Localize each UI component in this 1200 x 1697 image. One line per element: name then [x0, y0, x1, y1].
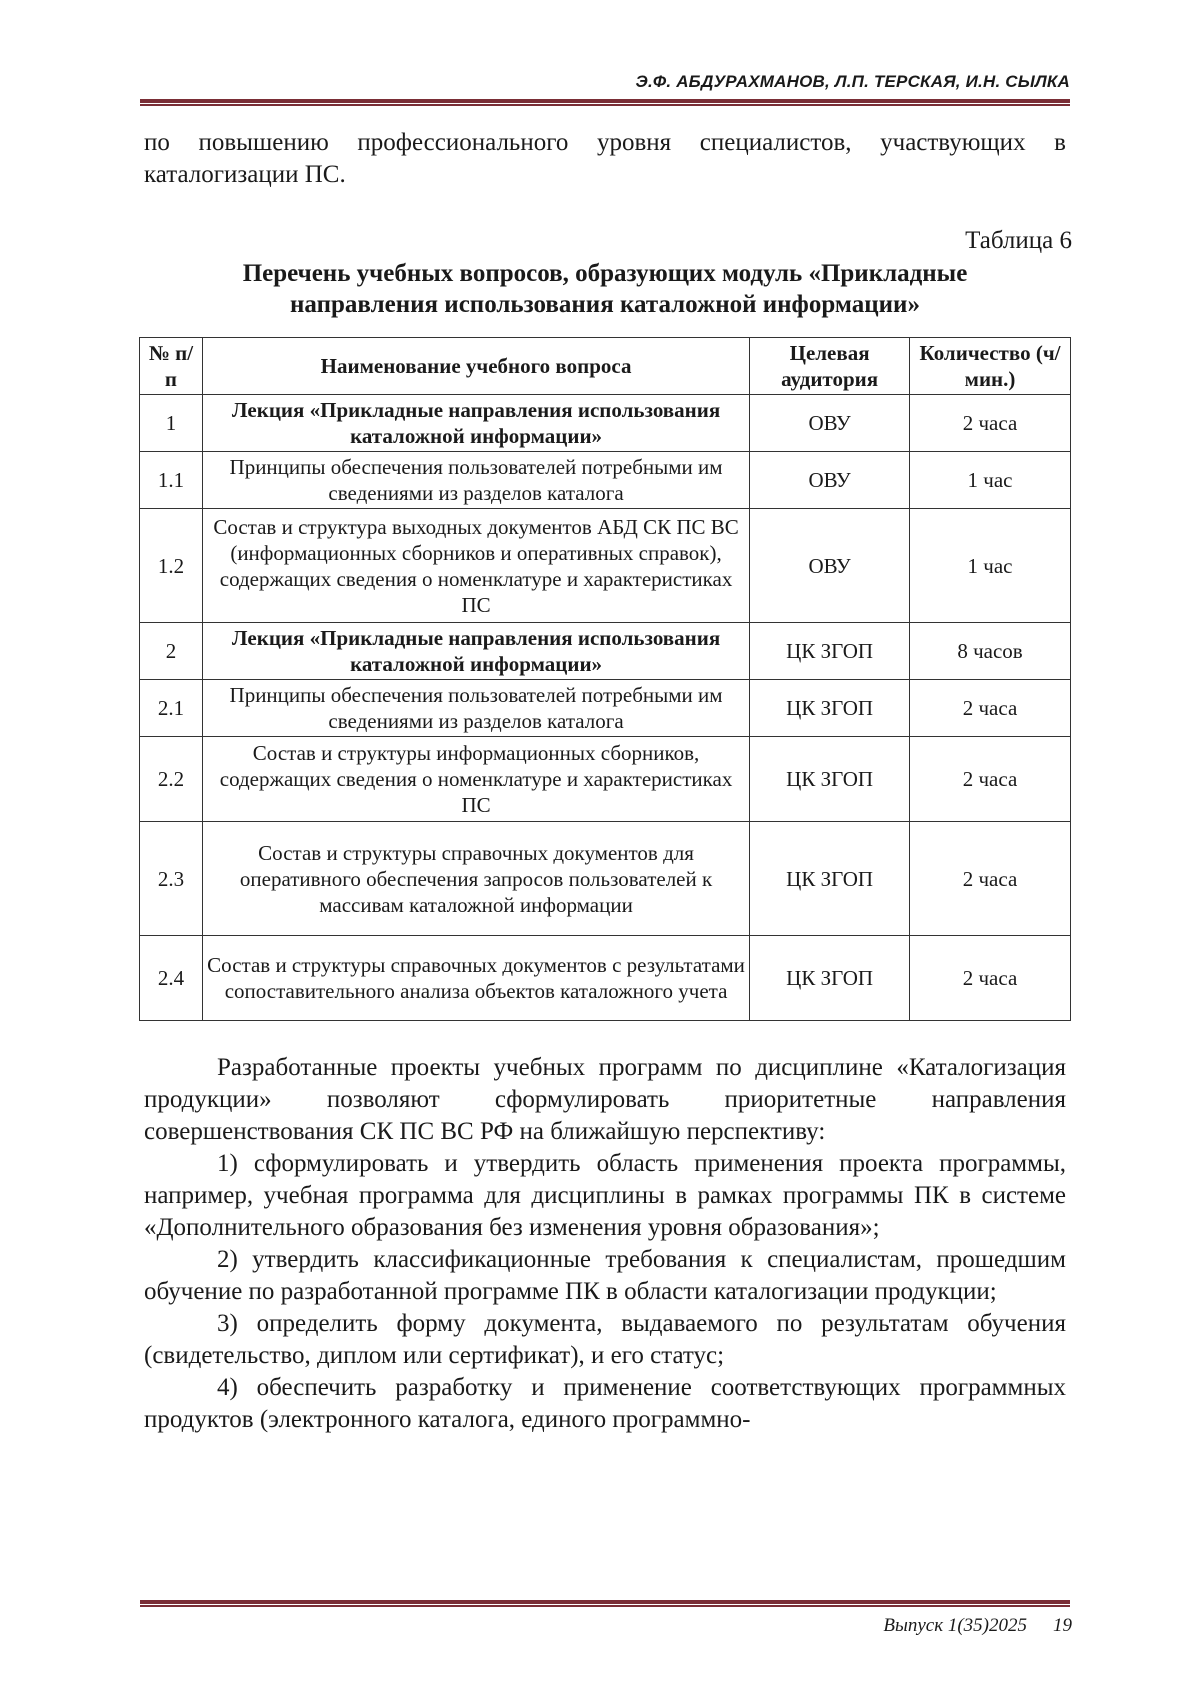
row-audience: ЦК ЗГОП — [750, 680, 910, 737]
list-item: 1) сформулировать и утвердить область применения проекта программы, например, учебная программа для дисциплины в рамках программы ПК в системе «Дополнительного образования без изменения уровня образования»; — [144, 1150, 1066, 1241]
header-amount: Количество (ч/мин.) — [910, 338, 1071, 395]
row-name: Лекция «Прикладные направления использования каталожной информации» — [202, 623, 749, 680]
row-name: Лекция «Прикладные направления использования каталожной информации» — [202, 395, 749, 452]
table-row — [140, 822, 1071, 936]
row-name: Состав и структура выходных документов АБД СК ПС ВС (информационных сборников и оперативных справок), содержащих сведения о номенклатуре и характеристиках ПС — [202, 509, 749, 623]
running-head-authors: Э.Ф. АБДУРАХМАНОВ, Л.П. ТЕРСКАЯ, И.Н. СЫЛКА — [635, 72, 1070, 91]
row-audience: ЦК ЗГОП — [750, 822, 910, 936]
row-num: 2.1 — [140, 680, 203, 737]
table-row — [140, 936, 1071, 1021]
table-row — [140, 623, 1071, 680]
paragraph: Разработанные проекты учебных программ по дисциплине «Каталогизация продукции» позволяют сформулировать приоритетные направления совершенствования СК ПС ВС РФ на ближайшую перспективу: — [144, 1054, 1066, 1145]
row-audience: ЦК ЗГОП — [750, 936, 910, 1021]
intro-text: по повышению профессионального уровня специалистов, участвующих в каталогизации ПС. — [144, 129, 1066, 188]
row-amount: 1 час — [910, 452, 1071, 509]
header-audience: Целевая аудитория — [750, 338, 910, 395]
row-audience: ОВУ — [750, 452, 910, 509]
row-amount: 2 часа — [910, 680, 1071, 737]
table-title-line1: Перечень учебных вопросов, образующих модуль «Прикладные — [242, 260, 968, 287]
row-name: Принципы обеспечения пользователей потребными им сведениями из разделов каталога — [202, 680, 749, 737]
row-amount: 1 час — [910, 509, 1071, 623]
row-name: Состав и структуры информационных сборников, содержащих сведения о номенклатуре и характеристиках ПС — [202, 737, 749, 822]
row-amount: 2 часа — [910, 822, 1071, 936]
body-paragraphs — [144, 1052, 1066, 1436]
row-num: 1.1 — [140, 452, 203, 509]
row-audience: ЦК ЗГОП — [750, 623, 910, 680]
table-row — [140, 680, 1071, 737]
table-label: Таблица 6 — [965, 227, 1072, 254]
intro-paragraph — [144, 127, 1066, 191]
list-item: 2) утвердить классификационные требования к специалистам, прошедшим обучение по разработанной программе ПК в области каталогизации продукции; — [144, 1246, 1066, 1305]
row-num: 2.4 — [140, 936, 203, 1021]
row-name: Принципы обеспечения пользователей потребными им сведениями из разделов каталога — [202, 452, 749, 509]
row-name: Состав и структуры справочных документов с результатами сопоставительного анализа объектов каталожного учета — [202, 936, 749, 1021]
table-title-line2: направления использования каталожной информации» — [290, 291, 920, 318]
row-audience: ЦК ЗГОП — [750, 737, 910, 822]
curriculum-table — [139, 337, 1071, 1021]
table-row — [140, 452, 1071, 509]
header-rule — [140, 99, 1070, 106]
row-num: 2.3 — [140, 822, 203, 936]
issue-number: Выпуск 1(35)2025 — [883, 1615, 1027, 1636]
header-num: № п/п — [140, 338, 203, 395]
table-header-row — [140, 338, 1071, 395]
row-amount: 2 часа — [910, 936, 1071, 1021]
row-audience: ОВУ — [750, 395, 910, 452]
table-row — [140, 737, 1071, 822]
row-audience: ОВУ — [750, 509, 910, 623]
table-row — [140, 395, 1071, 452]
row-num: 2.2 — [140, 737, 203, 822]
header-name: Наименование учебного вопроса — [202, 338, 749, 395]
footer-rule — [140, 1600, 1070, 1607]
row-amount: 2 часа — [910, 737, 1071, 822]
table-title — [144, 258, 1066, 320]
list-item: 4) обеспечить разработку и применение соответствующих программных продуктов (электронного каталога, единого программно- — [144, 1374, 1066, 1433]
table-row — [140, 509, 1071, 623]
row-num: 2 — [140, 623, 203, 680]
list-item: 3) определить форму документа, выдаваемого по результатам обучения (свидетельство, диплом или сертификат), и его статус; — [144, 1310, 1066, 1369]
row-num: 1.2 — [140, 509, 203, 623]
page-footer — [883, 1615, 1072, 1637]
page-number: 19 — [1053, 1615, 1072, 1636]
row-amount: 8 часов — [910, 623, 1071, 680]
row-num: 1 — [140, 395, 203, 452]
row-amount: 2 часа — [910, 395, 1071, 452]
row-name: Состав и структуры справочных документов для оперативного обеспечения запросов пользователей к массивам каталожной информации — [202, 822, 749, 936]
